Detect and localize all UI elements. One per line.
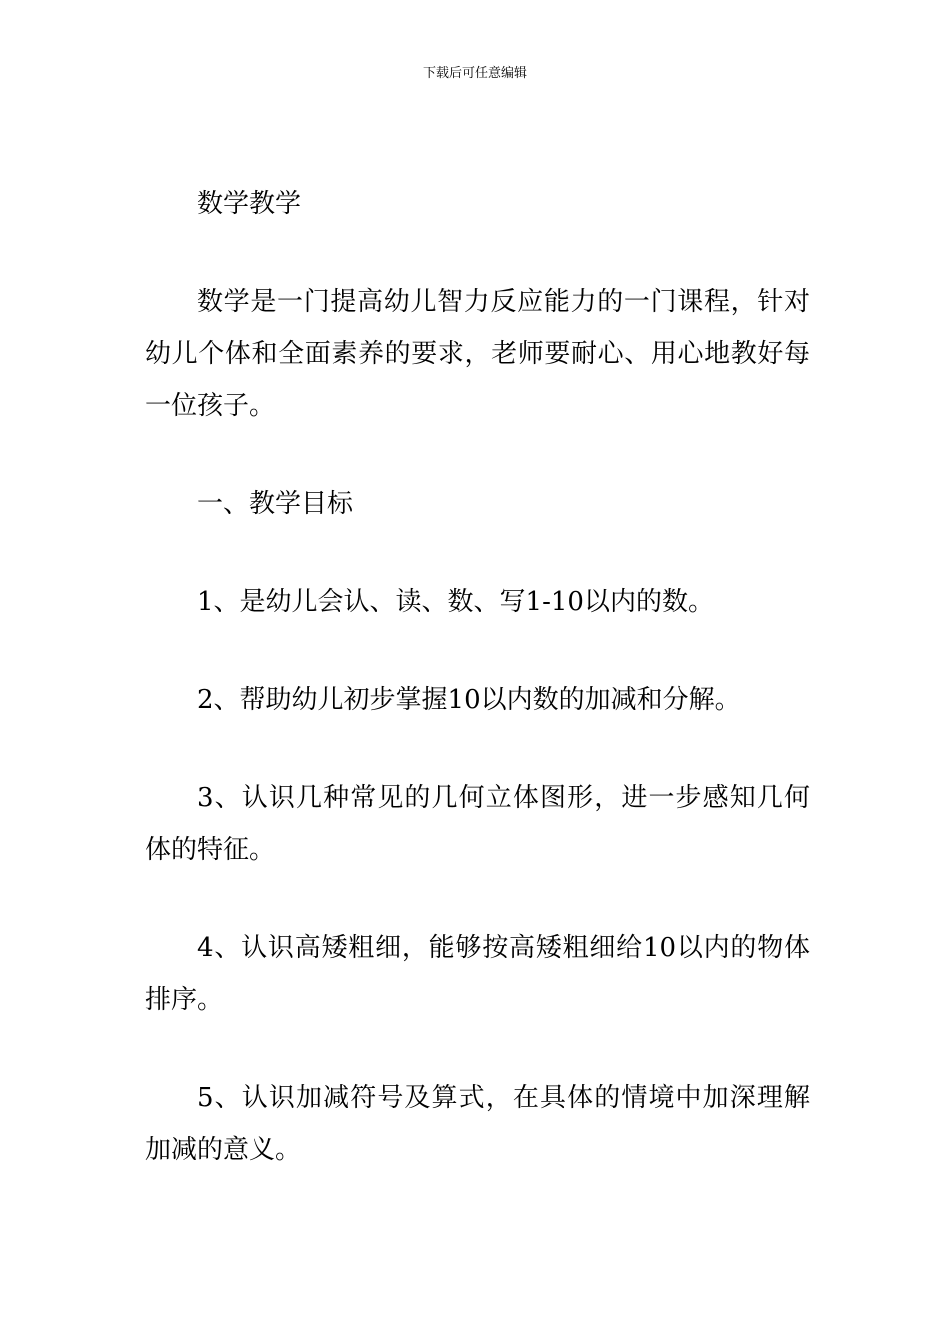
goal-item-3: 3、认识几种常见的几何立体图形，进一步感知几何体的特征。: [145, 783, 810, 865]
section-heading-teaching-goals: 一、教学目标: [197, 489, 354, 519]
goal-item-5: 5、认识加减符号及算式，在具体的情境中加深理解加减的意义。: [145, 1083, 810, 1165]
page-header-note: 下载后可任意编辑: [422, 66, 527, 81]
goal-item-4: 4、认识高矮粗细，能够按高矮粗细给10以内的物体排序。: [145, 933, 810, 1015]
document-body: [145, 178, 810, 1222]
goal-item-1: 1、是幼儿会认、读、数、写1-10以内的数。: [197, 587, 714, 617]
document-title: 数学教学: [197, 189, 302, 219]
intro-paragraph: 数学是一门提高幼儿智力反应能力的一门课程，针对幼儿个体和全面素养的要求，老师要耐心、用心地教好每一位孩子。: [145, 287, 810, 421]
goal-item-2: 2、帮助幼儿初步掌握10以内数的加减和分解。: [197, 685, 741, 715]
